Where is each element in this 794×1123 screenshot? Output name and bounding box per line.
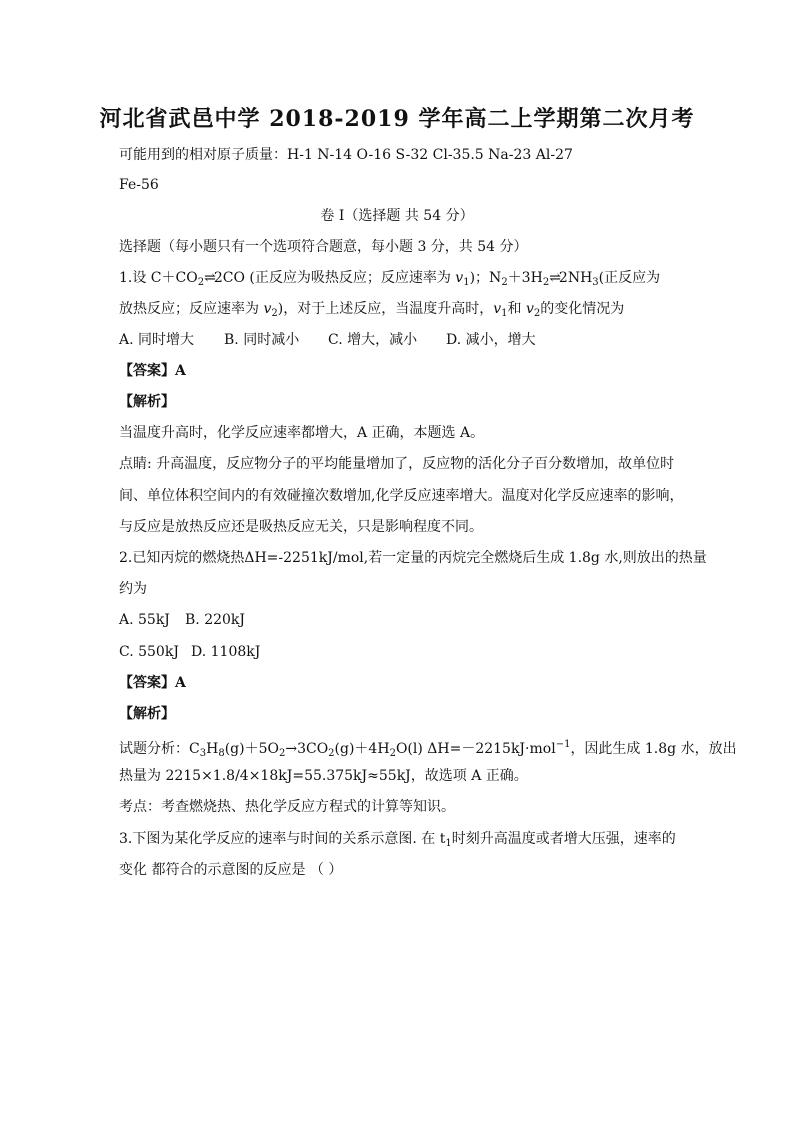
- section-instructions: 选择题（每小题只有一个选项符合题意，每小题 3 分，共 54 分）: [119, 239, 528, 255]
- question-1-stem-line-1: 1.设 $C+CO_2\rightleftharpoons 2CO$ (正反应为吸热反应；反应速率为 $v_1$)；$N_2+3H_2\rightleftharpoons 2NH_3$(正反应为: [119, 270, 661, 288]
- question-1-options: [119, 331, 536, 349]
- question-3-stem-line-2: 变化 都符合的示意图的反应是 （ ）: [119, 862, 343, 878]
- option-c: C. 550kJ: [119, 644, 179, 660]
- analysis-result-line: 热量为 2215×1.8/4×18kJ=55.375kJ≈55kJ，故选项 A 正确。: [119, 768, 528, 784]
- atomic-masses-line-2: Fe-56: [119, 177, 159, 193]
- question-2-stem-line-2: 约为: [119, 581, 147, 597]
- option-c: C. 增大，减小: [328, 332, 418, 348]
- comment-line-2: 间、单位体积空间内的有效碰撞次数增加,化学反应速率增大。温度对化学反应速率的影响，: [119, 488, 684, 504]
- answer-label: 【答案】A: [119, 363, 186, 379]
- page-title: 河北省武邑中学 2018-2019 学年高二上学期第二次月考: [99, 106, 695, 132]
- option-d: D. 减小，增大: [446, 332, 536, 348]
- option-a: A. 55kJ: [119, 612, 170, 628]
- question-2-options-row-2: [119, 643, 260, 661]
- question-2-stem-line-1: 2.已知丙烷的燃烧热ΔH=-2251kJ/mol,若一定量的丙烷完全燃烧后生成 1.8g 水,则放出的热量: [119, 550, 707, 566]
- option-a: A. 同时增大: [119, 332, 195, 348]
- answer-label: 【答案】A: [119, 675, 186, 691]
- question-3-stem-line-1: 3.下图为某化学反应的速率与时间的关系示意图. 在 $t_1$时刻升高温度或者增大压强，速率的: [119, 831, 676, 849]
- option-d: D. 1108kJ: [191, 644, 261, 660]
- question-2-options-row-1: [119, 611, 245, 629]
- comment-line-1: 点睛: 升高温度，反应物分子的平均能量增加了，反应物的活化分子百分数增加，故单位时: [119, 456, 675, 472]
- analysis-label: 【解析】: [119, 706, 175, 722]
- analysis-text: 当温度升高时，化学反应速率都增大，A 正确，本题选 A。: [119, 425, 485, 441]
- option-b: B. 同时减小: [224, 332, 300, 348]
- question-1-stem-line-2: 放热反应；反应速率为 $v_2$)，对于上述反应，当温度升高时，$v_1$和 $v_2$的变化情况为: [119, 301, 625, 319]
- comment-line-3: 与反应是放热反应还是吸热反应无关，只是影响程度不同。: [119, 519, 483, 535]
- atomic-masses-line: 可能用到的相对原子质量：H-1 N-14 O-16 S-32 Cl-35.5 Na-23 Al-27: [119, 147, 573, 163]
- analysis-equation-line: 试题分析：$C_3H_8(g)+5O_2\to 3CO_2(g)+4H_2O(l)$ ΔH=－2215kJ·mol$^{-1}$，因此生成 1.8g 水，放出: [119, 739, 737, 759]
- analysis-label: 【解析】: [119, 394, 175, 410]
- section-title: 卷 I（选择题 共 54 分）: [320, 208, 474, 224]
- option-b: B. 220kJ: [185, 612, 246, 628]
- knowledge-note: 考点：考查燃烧热、热化学反应方程式的计算等知识。: [119, 799, 455, 815]
